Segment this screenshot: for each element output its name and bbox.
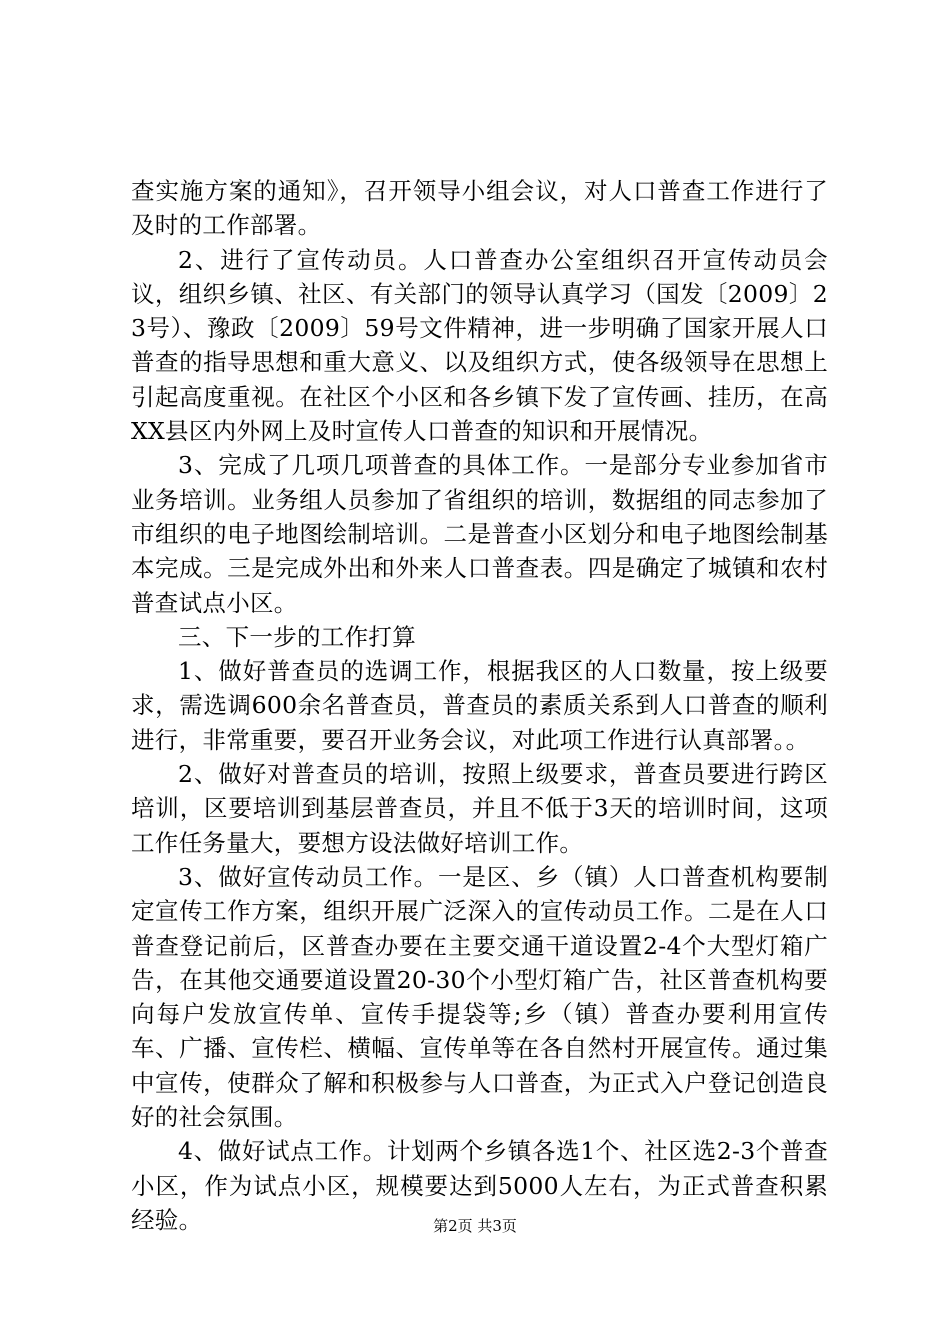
paragraph-enumerator-selection: 1、做好普查员的选调工作，根据我区的人口数量，按上级要求，需选调600余名普查员，普查员的素质关系到人口普查的顺利进行，非常重要，要召开业务会议，对此项工作进行认真部署。。	[131, 657, 828, 754]
paragraph-enumerator-training: 2、做好对普查员的培训，按照上级要求，普查员要进行跨区培训，区要培训到基层普查员，并且不低于3天的培训时间，这项工作任务量大，要想方设法做好培训工作。	[131, 760, 828, 857]
document-body	[131, 174, 828, 1237]
paragraph-pilot-work: 4、做好试点工作。计划两个乡镇各选1个、社区选2-3个普查小区，作为试点小区，规模要达到5000人左右，为正式普查积累经验。	[131, 1137, 828, 1234]
section-heading-next-steps: 三、下一步的工作打算	[178, 622, 416, 651]
paragraph-tasks-completed: 3、完成了几项几项普查的具体工作。一是部分专业参加省市业务培训。业务组人员参加了省组织的培训，数据组的同志参加了市组织的电子地图绘制培训。二是普查小区划分和电子地图绘制基本完成。三是完成外出和外来人口普查表。四是确定了城镇和农村普查试点小区。	[131, 451, 828, 617]
paragraph-publicity-work: 3、做好宣传动员工作。一是区、乡（镇）人口普查机构要制定宣传工作方案，组织开展广泛深入的宣传动员工作。二是在人口普查登记前后，区普查办要在主要交通干道设置2-4个大型灯箱广告，在其他交通要道设置20-30个小型灯箱广告，社区普查机构要向每户发放宣传单、宣传手提袋等;乡（镇）普查办要利用宣传车、广播、宣传栏、横幅、宣传单等在各自然村开展宣传。通过集中宣传，使群众了解和积极参与人口普查，为正式入户登记创造良好的社会氛围。	[131, 862, 828, 1132]
paragraph-publicity: 2、进行了宣传动员。人口普查办公室组织召开宣传动员会议，组织乡镇、社区、有关部门的领导认真学习（国发〔2009〕23号）、豫政〔2009〕59号文件精神，进一步明确了国家开展人口普查的指导思想和重大意义、以及组织方式，使各级领导在思想上引起高度重视。在社区个小区和各乡镇下发了宣传画、挂历，在高XX县区内外网上及时宣传人口普查的知识和开展情况。	[131, 245, 828, 446]
page-number-footer: 第2页 共3页	[433, 1217, 517, 1235]
paragraph-continuation: 查实施方案的通知》，召开领导小组会议，对人口普查工作进行了及时的工作部署。	[131, 177, 828, 240]
